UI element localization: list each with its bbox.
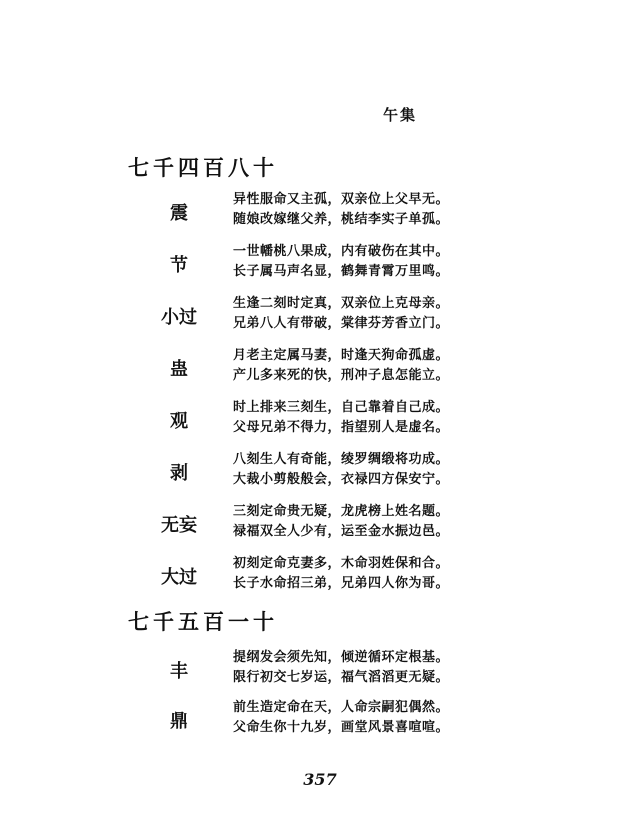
verse-entry [155, 294, 475, 338]
verse-line: 提纲发会须先知，倾逆循环定根基。 [233, 650, 450, 665]
verse-line: 父母兄弟不得力，指望别人是虚名。 [233, 420, 450, 435]
verse-line: 长子属马声名显，鹤舞青霄万里鸣。 [233, 264, 450, 279]
verse-text [233, 398, 449, 438]
verse-entry [155, 502, 475, 546]
hexagram-name: 观 [170, 411, 188, 432]
hexagram-name: 蛊 [170, 359, 188, 380]
verse-text [233, 346, 449, 386]
verse-line: 随娘改嫁继父养，桃结李实子单孤。 [233, 212, 450, 227]
verse-text [233, 554, 449, 594]
verse-line: 禄福双全人少有，运至金水振边邑。 [233, 524, 450, 539]
hexagram-name: 剥 [170, 463, 188, 484]
verse-text [233, 190, 449, 230]
hexagram-name: 鼎 [170, 711, 188, 732]
verse-text [233, 242, 449, 282]
verse-line: 初刻定命克妻多，木命羽姓保和合。 [233, 556, 450, 571]
hexagram-name: 小过 [161, 307, 197, 328]
verse-line: 前生造定命在天，人命宗嗣犯偶然。 [233, 700, 450, 715]
verse-line: 三刻定命贵无疑，龙虎榜上姓名题。 [233, 504, 450, 519]
verse-entry [155, 450, 475, 494]
section-title: 七千五百一十 [128, 609, 278, 634]
verse-line: 月老主定属马妻，时逢天狗命孤虚。 [233, 348, 450, 363]
verse-entry [155, 698, 475, 742]
hexagram-name: 震 [170, 203, 188, 224]
page-number: 357 [303, 770, 337, 789]
hexagram-name: 丰 [170, 661, 188, 682]
verse-line: 异性服命又主孤，双亲位上父早无。 [233, 192, 450, 207]
hexagram-name: 大过 [161, 567, 197, 588]
verse-entry [155, 346, 475, 390]
running-header: 午集 [383, 106, 418, 124]
verse-text [233, 450, 449, 490]
verse-line: 长子水命招三弟，兄弟四人你为哥。 [233, 576, 450, 591]
verse-line: 大裁小剪般般会，衣禄四方保安宁。 [233, 472, 450, 487]
verse-line: 限行初交七岁运，福气滔滔更无疑。 [233, 670, 450, 685]
verse-entry [155, 190, 475, 234]
verse-line: 产儿多来死的快，刑冲子息怎能立。 [233, 368, 450, 383]
verse-entry [155, 398, 475, 442]
section-title: 七千四百八十 [128, 155, 278, 180]
verse-text [233, 294, 449, 334]
verse-text [233, 698, 449, 738]
verse-line: 生逢二刻时定真，双亲位上克母亲。 [233, 296, 450, 311]
verse-line: 兄弟八人有带破，棠律芬芳香立门。 [233, 316, 450, 331]
verse-text [233, 648, 449, 688]
hexagram-name: 无妄 [161, 515, 197, 536]
verse-line: 一世幡桃八果成，内有破伤在其中。 [233, 244, 450, 259]
verse-text [233, 502, 449, 542]
hexagram-name: 节 [170, 255, 188, 276]
verse-line: 父命生你十九岁，画堂风景喜喧喧。 [233, 720, 450, 735]
verse-line: 时上排来三刻生，自己靠着自己成。 [233, 400, 450, 415]
verse-entry [155, 648, 475, 692]
verse-entry [155, 242, 475, 286]
verse-line: 八刻生人有奇能，绫罗绸缎将功成。 [233, 452, 450, 467]
verse-entry [155, 554, 475, 598]
